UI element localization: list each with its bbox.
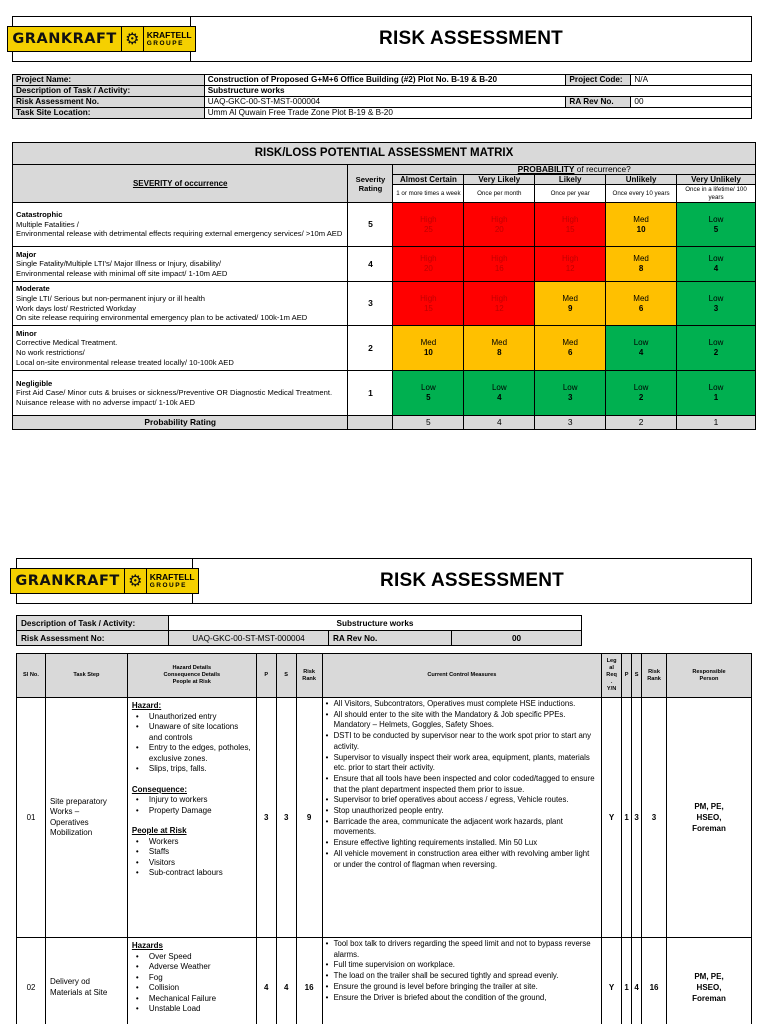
risk-score: 4 xyxy=(497,393,502,402)
control-item: • All vehicle movement in construction area either with revolving amber light or under the control of flagman when reversing. xyxy=(326,849,599,870)
severity-detail: Nuisance release with no adverse impact/ 1-10k AED xyxy=(16,397,195,407)
legal-req: Y xyxy=(602,938,622,1024)
severity-rating: 5 xyxy=(348,203,393,247)
logo-cell xyxy=(13,17,191,61)
risk-cell-low xyxy=(677,247,756,282)
task-step-line: Delivery od xyxy=(49,977,90,986)
risk-score: 1 xyxy=(713,393,719,402)
risk-score: 25 xyxy=(423,224,433,234)
control-item: • Ensure effective lighting requirements installed. Min 50 Lux xyxy=(326,838,599,849)
risk-level: Low xyxy=(708,214,724,224)
severity-title: Moderate xyxy=(16,284,50,294)
severity-rating: 1 xyxy=(348,371,393,416)
risk-cell-med xyxy=(464,326,535,371)
risk-score: 12 xyxy=(494,303,504,313)
risk-score: 9 xyxy=(567,303,573,313)
risk-level: Low xyxy=(708,254,724,263)
col-hazard-details xyxy=(127,654,256,698)
severity-description xyxy=(13,203,348,247)
severity-description xyxy=(13,247,348,282)
people-at-risk-item: • Visitors xyxy=(132,858,252,869)
probability: 3 xyxy=(256,698,276,938)
risk-level: High xyxy=(420,293,437,303)
responsible-line: Foreman xyxy=(692,994,726,1003)
risk-cell-med xyxy=(535,282,606,326)
col-s: S xyxy=(276,654,296,698)
risk-cell-med xyxy=(535,326,606,371)
hazard-item: • Fog xyxy=(132,973,252,984)
residual-severity: 4 xyxy=(632,938,642,1024)
risk-cell-med xyxy=(606,247,677,282)
task-label: Description of Task / Activity: xyxy=(17,616,169,631)
risk-score: 5 xyxy=(426,393,431,402)
col-risk-rank-residual xyxy=(642,654,667,698)
responsible-line: HSEO, xyxy=(696,983,722,992)
residual-probability: 1 xyxy=(622,938,632,1024)
table-row xyxy=(17,938,752,1024)
consequence-list xyxy=(132,795,252,816)
risk-level: Low xyxy=(708,338,724,347)
responsible-line: Foreman xyxy=(692,824,726,833)
risk-level: Med xyxy=(633,293,649,303)
risk-level: Low xyxy=(708,293,724,303)
page-title: RISK ASSESSMENT xyxy=(379,28,563,49)
logo-cell xyxy=(17,559,193,603)
severity-detail: No work restrictions/ xyxy=(16,348,85,357)
site-value: Umm Al Quwain Free Trade Zone Plot B-19 & B-20 xyxy=(204,108,751,119)
risk-cell-high xyxy=(393,282,464,326)
control-item: • Barricade the area, communicate the adjacent work hazards, plant movements. xyxy=(326,817,599,838)
risk-level: Low xyxy=(421,383,436,392)
col-responsible-line: Person xyxy=(699,675,719,682)
risk-level: Med xyxy=(633,214,649,224)
probability-column-name: Unlikely xyxy=(606,175,677,185)
risk-score: 8 xyxy=(497,348,502,357)
control-list xyxy=(326,939,599,1003)
probability-column-name: Very Unlikely xyxy=(677,175,756,185)
consequence-heading: Consequence: xyxy=(131,784,187,794)
risk-level: Low xyxy=(633,338,649,347)
severity-row xyxy=(13,247,756,282)
severity: 3 xyxy=(276,698,296,938)
probability-column-frequency: Once per month xyxy=(464,185,535,203)
sl-no: 02 xyxy=(17,938,46,1024)
hazard-item: • Collision xyxy=(132,983,252,994)
risk-level: High xyxy=(491,293,508,303)
severity-rating: 4 xyxy=(348,247,393,282)
task-step-line: Materials at Site xyxy=(49,987,108,997)
severity-header: SEVERITY of occurrence xyxy=(13,165,348,203)
risk-level: Low xyxy=(491,383,507,392)
col-responsible xyxy=(667,654,752,698)
col-legal-line: . xyxy=(610,679,613,685)
logo-group-sub: GROUPE xyxy=(149,582,187,589)
table-row xyxy=(17,698,752,938)
control-item: • Supervisor to visually inspect their work area, equipment, plants, materials etc. prior to start their activity. xyxy=(326,753,599,774)
risk-level: Low xyxy=(562,383,578,392)
people-at-risk-item: • Sub-contract labours xyxy=(132,868,252,879)
probability-rating-value: 4 xyxy=(464,416,535,430)
page2-header xyxy=(16,558,752,604)
risk-score: 20 xyxy=(423,264,433,273)
risk-level: Med xyxy=(562,338,578,347)
spacer xyxy=(132,816,252,826)
col-legal-line: al xyxy=(609,665,614,671)
logo-gear-icon: ⚙ xyxy=(125,569,147,593)
severity-rating: 2 xyxy=(348,326,393,371)
severity: 4 xyxy=(276,938,296,1024)
risk-level: High xyxy=(420,254,437,263)
risk-score: 20 xyxy=(494,224,504,234)
severity-detail: Environmental release with detrimental effects requiring external emergency services/ >10m AED xyxy=(16,229,343,239)
risk-rank: 16 xyxy=(296,938,322,1024)
hazard-list xyxy=(132,952,252,1015)
severity-description xyxy=(13,371,348,416)
severity-detail: Multiple Fatalities / xyxy=(16,219,79,229)
probability-word: PROBABILITY xyxy=(517,164,575,174)
page2-info-table xyxy=(16,615,582,646)
control-item: • Stop unauthorized people entry. xyxy=(326,806,599,817)
severity-rating-header: Severity Rating xyxy=(348,165,393,203)
severity-detail: Single LTI/ Serious but non-permanent injury or ill health xyxy=(16,293,205,303)
control-item: • All Visitors, Subcontrators, Operatives must complete HSE inductions. xyxy=(326,699,599,710)
task-step-line: Works – xyxy=(49,807,80,816)
risk-score: 15 xyxy=(423,303,433,313)
probability: 4 xyxy=(256,938,276,1024)
risk-matrix xyxy=(12,142,756,430)
probability-column-frequency: Once per year xyxy=(535,185,606,203)
risk-score: 12 xyxy=(565,264,575,273)
risk-score: 4 xyxy=(713,264,719,273)
risk-score: 4 xyxy=(638,348,644,357)
col-task-step: Task Step xyxy=(45,654,127,698)
risk-score: 16 xyxy=(494,264,504,273)
severity-row xyxy=(13,203,756,247)
residual-risk-rank: 3 xyxy=(642,698,667,938)
probability-rating-value: 3 xyxy=(535,416,606,430)
logo-group-name: KRAFTELL xyxy=(149,572,195,582)
grankraft-logo xyxy=(7,26,195,52)
residual-risk-rank: 16 xyxy=(642,938,667,1024)
risk-level: Med xyxy=(562,293,578,303)
control-item: • Ensure the Driver is briefed about the condition of the ground, xyxy=(326,993,599,1004)
consequence-item: • Injury to workers xyxy=(132,795,252,806)
people-at-risk-heading: People at Risk xyxy=(131,826,187,835)
risk-cell-low xyxy=(677,326,756,371)
severity-description xyxy=(13,326,348,371)
severity-row xyxy=(13,282,756,326)
hazard-item: • Slips, trips, falls. xyxy=(132,764,252,775)
risk-cell-med xyxy=(393,326,464,371)
col-risk-rank-line: Rank xyxy=(302,675,316,682)
people-at-risk-item: • Workers xyxy=(132,837,252,848)
col-legal-req xyxy=(602,654,622,698)
control-item: • Tool box talk to drivers regarding the speed limit and not to bypass reverse alarms. xyxy=(326,939,599,960)
legal-req: Y xyxy=(602,698,622,938)
risk-level: High xyxy=(561,214,579,224)
risk-score: 10 xyxy=(423,348,433,357)
hazard-item: • Adverse Weather xyxy=(132,962,252,973)
residual-severity: 3 xyxy=(632,698,642,938)
control-item: • Ensure the ground is level before bringing the trailer at site. xyxy=(326,982,599,993)
severity-detail: Single Fatality/Multiple LTI's/ Major Illness or Injury, disability/ xyxy=(16,259,222,269)
sl-no: 01 xyxy=(17,698,46,938)
logo-group xyxy=(147,569,198,593)
risk-score: 3 xyxy=(567,393,573,402)
task-step xyxy=(45,938,127,1024)
project-code-label: Project Code: xyxy=(566,75,631,86)
col-legal-line: Leg xyxy=(606,658,617,664)
task-step-line: Mobilization xyxy=(49,828,93,837)
residual-probability: 1 xyxy=(622,698,632,938)
risk-cell-high xyxy=(393,247,464,282)
risk-cell-high xyxy=(464,247,535,282)
col-hazard-line: Consequence Details xyxy=(163,672,221,678)
task-label: Description of Task / Activity: xyxy=(13,86,205,97)
risk-register xyxy=(16,653,752,1024)
risk-cell-low xyxy=(606,326,677,371)
spacer xyxy=(132,775,252,785)
control-item: • Ensure that all tools have been inspected and color coded/tagged to ensure that the plant department inspected them prior to issue. xyxy=(326,774,599,795)
col-hazard-line: Hazard Details xyxy=(172,665,212,671)
col-risk-rank-line: Rank xyxy=(647,675,661,682)
probability-column-name: Likely xyxy=(535,175,606,185)
risk-cell-high xyxy=(393,203,464,247)
severity-detail: Environmental release with minimal off site impact/ 1-10m AED xyxy=(16,268,228,278)
severity-row xyxy=(13,371,756,416)
col-legal-line: Req xyxy=(606,672,617,678)
probability-rating-value: 1 xyxy=(677,416,756,430)
severity-title: Negligible xyxy=(16,378,53,388)
hazard-heading: Hazards xyxy=(131,941,163,950)
risk-score: 2 xyxy=(713,348,719,357)
risk-cell-high xyxy=(464,282,535,326)
severity-detail: First Aid Case/ Minor cuts & bruises or sickness/Preventive OR Diagnostic Medical Treatment. xyxy=(16,388,333,398)
project-name: Construction of Proposed G+M+6 Office Building (#2) Plot No. B-19 & B-20 xyxy=(204,75,566,86)
task-value: Substructure works xyxy=(169,616,582,631)
probability-rest: of recurrence? xyxy=(574,164,631,174)
logo-gear-icon: ⚙ xyxy=(122,27,144,51)
ra-no-label: Risk Assessment No. xyxy=(13,97,205,108)
control-item: • The load on the trailer shall be secured tightly and spread evenly. xyxy=(326,971,599,982)
risk-level: High xyxy=(491,254,508,263)
project-name-label: Project Name: xyxy=(13,75,205,86)
risk-cell-low xyxy=(677,203,756,247)
risk-cell-med xyxy=(606,203,677,247)
page-title: RISK ASSESSMENT xyxy=(380,570,564,591)
site-label: Task Site Location: xyxy=(13,108,205,119)
severity-title: Major xyxy=(16,249,37,259)
risk-level: Med xyxy=(491,338,508,347)
control-item: • Supervisor to brief operatives about access / egress, Vehicle routes. xyxy=(326,795,599,806)
severity-detail: Corrective Medical Treatment. xyxy=(16,338,118,348)
probability-header xyxy=(393,165,756,175)
control-item: • All should enter to the site with the Mandatory & Job specific PPEs. Mandatory – Helmets, Goggles, Safety Shoes. xyxy=(326,710,599,731)
probability-column-name: Almost Certain xyxy=(393,175,464,185)
control-measures xyxy=(322,698,602,938)
consequence-item: • Property Damage xyxy=(132,806,252,817)
ra-rev: 00 xyxy=(631,97,752,108)
risk-cell-high xyxy=(535,203,606,247)
hazard-details xyxy=(127,698,256,938)
risk-level: High xyxy=(420,214,437,224)
severity-detail: On site release requiring environmental emergency plan to be activated/ 100k-1m AED xyxy=(16,313,308,323)
risk-cell-low xyxy=(677,371,756,416)
task-value: Substructure works xyxy=(204,86,751,97)
risk-cell-med xyxy=(606,282,677,326)
risk-cell-low xyxy=(606,371,677,416)
responsible-person xyxy=(667,938,752,1024)
responsible-line: HSEO, xyxy=(696,813,722,822)
ra-rev: 00 xyxy=(452,631,582,646)
risk-rank: 9 xyxy=(296,698,322,938)
responsible-person xyxy=(667,698,752,938)
probability-column-frequency: Once every 10 years xyxy=(606,185,677,203)
risk-score: 10 xyxy=(636,224,646,234)
col-responsible-line: Responsible xyxy=(692,668,726,675)
col-s-residual: S xyxy=(632,654,642,698)
ra-no: UAQ-GKC-00-ST-MST-000004 xyxy=(204,97,566,108)
risk-level: Low xyxy=(708,383,724,392)
hazard-item: • Unstable Load xyxy=(132,1004,252,1015)
col-p-residual: P xyxy=(622,654,632,698)
task-step-line: Operatives xyxy=(49,817,89,827)
risk-score: 3 xyxy=(713,303,719,313)
logo-brand: GRANKRAFT xyxy=(8,27,121,51)
control-measures xyxy=(322,938,602,1024)
severity-detail: Work days lost/ Restricted Workday xyxy=(16,303,136,313)
task-step xyxy=(45,698,127,938)
responsible-line: PM, PE, xyxy=(694,972,724,981)
hazard-item: • Mechanical Failure xyxy=(132,994,252,1005)
risk-cell-low xyxy=(464,371,535,416)
project-info-table xyxy=(12,74,752,119)
logo-brand: GRANKRAFT xyxy=(11,569,124,593)
probability-rating-label: Probability Rating xyxy=(13,416,348,430)
risk-cell-low xyxy=(677,282,756,326)
matrix-title: RISK/LOSS POTENTIAL ASSESSMENT MATRIX xyxy=(13,143,756,165)
risk-level: Med xyxy=(420,338,437,347)
task-step-line: Site preparatory xyxy=(49,796,107,806)
risk-level: High xyxy=(491,214,508,224)
risk-cell-high xyxy=(535,247,606,282)
risk-score: 15 xyxy=(565,224,575,234)
ra-rev-label: RA Rev No. xyxy=(329,631,452,646)
hazard-item: • Entry to the edges, potholes, exclusive zones. xyxy=(132,743,252,764)
probability-rating-value: 5 xyxy=(393,416,464,430)
severity-detail: Local on-site environmental release treated locally/ 10-100k AED xyxy=(16,357,234,367)
risk-cell-low xyxy=(535,371,606,416)
risk-score: 6 xyxy=(638,303,644,313)
probability-rating-blank xyxy=(348,416,393,430)
ra-no: UAQ-GKC-00-ST-MST-000004 xyxy=(169,631,329,646)
risk-level: Low xyxy=(633,383,649,392)
probability-column-frequency: 1 or more times a week xyxy=(393,185,464,203)
control-item: • Full time supervision on workplace. xyxy=(326,960,599,971)
control-list xyxy=(326,699,599,870)
probability-rating-value: 2 xyxy=(606,416,677,430)
logo-group-name: KRAFTELL xyxy=(146,30,192,40)
ra-no-label: Risk Assessment No: xyxy=(17,631,169,646)
risk-score: 5 xyxy=(713,224,719,234)
severity-row xyxy=(13,326,756,371)
hazard-item: • Over Speed xyxy=(132,952,252,963)
hazard-details xyxy=(127,938,256,1024)
col-hazard-line: People at Risk xyxy=(172,679,211,685)
hazard-item: • Unaware of site locations and controls xyxy=(132,722,252,743)
logo-group xyxy=(144,27,195,51)
risk-score: 6 xyxy=(567,348,573,357)
col-risk-rank xyxy=(296,654,322,698)
risk-level: High xyxy=(561,254,579,263)
severity-rating: 3 xyxy=(348,282,393,326)
risk-score: 8 xyxy=(638,264,644,273)
col-risk-rank-line: Risk xyxy=(648,668,660,675)
probability-column-name: Very Likely xyxy=(464,175,535,185)
control-item: • DSTI to be conducted by supervisor near to the work spot prior to start any activity. xyxy=(326,731,599,752)
severity-title: Minor xyxy=(16,328,37,338)
col-legal-line: Y/N xyxy=(606,686,617,692)
col-control-measures: Current Control Measures xyxy=(322,654,602,698)
risk-cell-high xyxy=(464,203,535,247)
people-at-risk-item: • Staffs xyxy=(132,847,252,858)
page1-header xyxy=(12,16,752,62)
col-sl-no: Sl No. xyxy=(17,654,46,698)
logo-group-sub: GROUPE xyxy=(146,40,184,47)
col-p: P xyxy=(256,654,276,698)
hazard-list xyxy=(132,712,252,775)
risk-cell-low xyxy=(393,371,464,416)
responsible-line: PM, PE, xyxy=(694,802,724,811)
ra-rev-label: RA Rev No. xyxy=(566,97,631,108)
people-at-risk-list xyxy=(132,837,252,879)
project-code: N/A xyxy=(631,75,752,86)
risk-score: 2 xyxy=(638,393,644,402)
grankraft-logo xyxy=(10,568,198,594)
risk-level: Med xyxy=(633,254,649,263)
hazard-heading: Hazard: xyxy=(131,701,162,710)
probability-column-frequency: Once in a lifetime/ 100 years xyxy=(677,185,756,203)
col-risk-rank-line: Risk xyxy=(303,668,316,675)
severity-description xyxy=(13,282,348,326)
hazard-item: • Unauthorized entry xyxy=(132,712,252,723)
severity-title: Catastrophic xyxy=(16,210,63,220)
